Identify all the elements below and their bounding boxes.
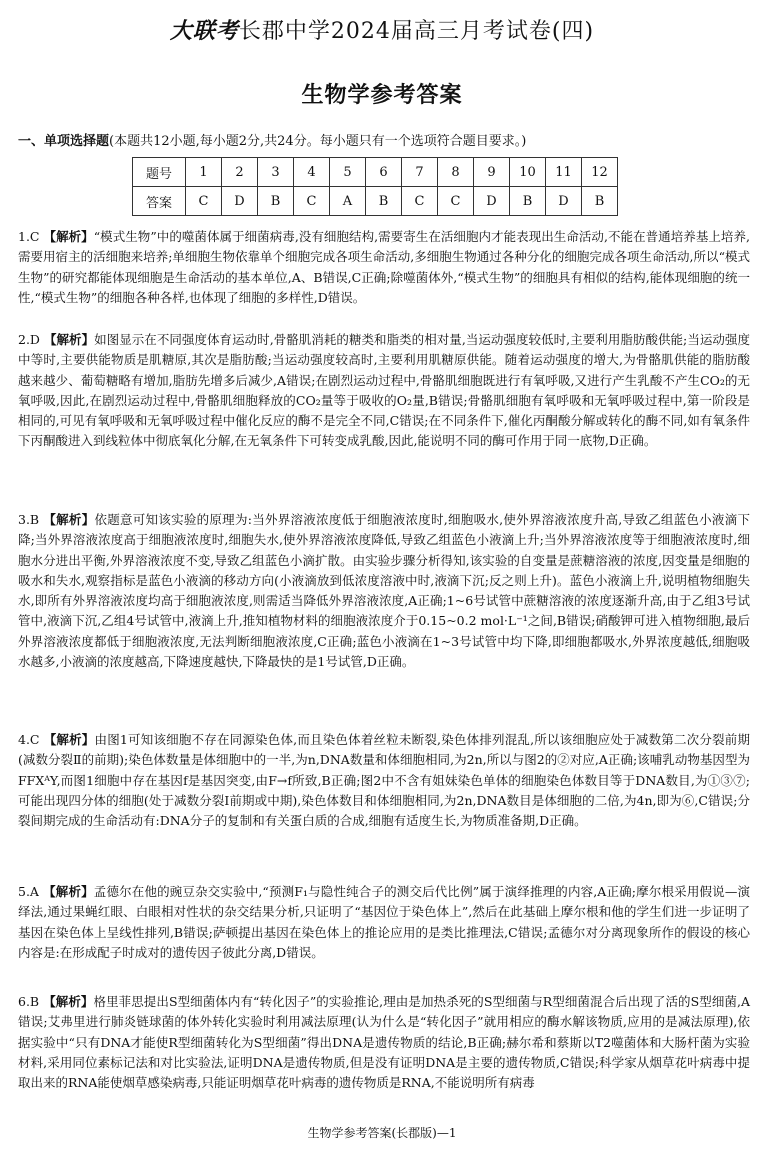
answer-cell: B (510, 187, 546, 216)
answer-cell: B (258, 187, 294, 216)
number-row-label: 题号 (133, 158, 186, 187)
number-cell: 9 (474, 158, 510, 187)
number-cell: 6 (366, 158, 402, 187)
answer-cell: C (402, 187, 438, 216)
question-number: 5.A (18, 884, 39, 899)
answer-cell: B (366, 187, 402, 216)
number-cell: 10 (510, 158, 546, 187)
answer-table-number-row (133, 158, 618, 187)
question-text: 如图显示在不同强度体育运动时,骨骼肌消耗的糖类和脂类的相对量,当运动强度较低时,主要利用脂肪酸供能;当运动强度中等时,主要供能物质是肌糖原,其次是脂肪酸;当运动强度较高时,主要利用肌糖原供能。随着运动强度的增大,为骨骼肌供能的脂肪酸越来越少、葡萄糖略有增加,脂肪先增多后减少,A错误;在剧烈运动过程中,骨骼肌细胞既进行有氧呼吸,又进行产生乳酸不产生CO₂的无氧呼吸,因此,在剧烈运动过程中,骨骼肌细胞释放的CO₂量等于吸收的O₂量,B错误;骨骼肌细胞有氧呼吸和无氧呼吸过程中,第一阶段是相同的,可见有氧呼吸和无氧呼吸过程中催化反应的酶不是完全不同,C错误;在不同条件下,催化丙酮酸分解或转化的酶不同,如有氧条件下丙酮酸进入到线粒体中彻底氧化分解,在无氧条件下可转变成乳酸,因此,能说明不同的酶可作用于同一底物,D正确。 (18, 332, 750, 449)
exam-title: 长郡中学2024届高三月考试卷(四) (238, 19, 595, 44)
number-cell: 2 (222, 158, 258, 187)
question-text: 由图1可知该细胞不存在同源染色体,而且染色体着丝粒未断裂,染色体排列混乱,所以该细胞应处于减数第二次分裂前期(减数分裂Ⅱ的前期);染色体数量是体细胞中的一半,为n,DNA数量和体细胞相同,为2n,所以与图2的②对应,A正确;该哺乳动物基因型为FFXᴬY,而图1细胞中存在基因f是基因突变,由F→f所致,B正确;图2中不含有姐妹染色单体的细胞染色体数目等于DNA数目,为①③⑦;可能出现四分体的细胞(处于减数分裂Ⅰ前期或中期),染色体数目和体细胞相同,为2n,DNA数目是体细胞的二倍,为4n,即为⑥,C错误;分裂间期完成的生命活动有:DNA分子的复制和有关蛋白质的合成,细胞有适度生长,为物质准备期,D正确。 (18, 732, 750, 829)
section-heading (18, 130, 526, 149)
answer-cell: C (294, 187, 330, 216)
number-cell: 12 (582, 158, 618, 187)
answer-row-label: 答案 (133, 187, 186, 216)
question-text: 孟德尔在他的豌豆杂交实验中,“预测F₁与隐性纯合子的测交后代比例”属于演绎推理的内容,A正确;摩尔根采用假说—演绎法,通过果蝇红眼、白眼相对性状的杂交结果分析,只证明了“基因位于染色体上”,然后在此基础上摩尔根和他的学生们进一步证明了基因在染色体上呈线性排列,B错误;萨顿提出基因在染色体上的推论应用的是类比推理法,C错误;孟德尔对分离现象所作的假设的核心内容是:在形成配子时成对的遗传因子彼此分离,D错误。 (18, 884, 750, 960)
question-text: “模式生物”中的噬菌体属于细菌病毒,没有细胞结构,需要寄生在活细胞内才能表现出生命活动,不能在普通培养基上培养,需要用宿主的活细胞来培养;单细胞生物依靠单个细胞完成各项生命活动,多细胞生物通过各种分化的细胞完成各项生命活动,所以“模式生物”的研究都能体现细胞是生命活动的基本单位,A、B错误,C正确;除噬菌体外,“模式生物”的细胞具有相似的结构,能体现细胞的统一性,“模式生物”的细胞各种各样,也体现了细胞的多样性,D错误。 (18, 229, 750, 305)
number-cell: 3 (258, 158, 294, 187)
question-number: 3.B (18, 512, 40, 527)
analysis-tag: 【解析】 (43, 884, 94, 899)
answer-cell: D (546, 187, 582, 216)
answer-cell: D (474, 187, 510, 216)
number-cell: 5 (330, 158, 366, 187)
question-number: 4.C (18, 732, 40, 747)
question-number: 6.B (18, 994, 40, 1009)
question-number: 1.C (18, 229, 40, 244)
question-explanation-2 (18, 330, 750, 452)
number-cell: 1 (186, 158, 222, 187)
analysis-tag: 【解析】 (43, 332, 95, 347)
page-footer: 生物学参考答案(长郡版)—1 (307, 1126, 457, 1140)
question-explanation-3 (18, 510, 750, 672)
answer-table-answer-row (133, 187, 618, 216)
answer-cell: C (438, 187, 474, 216)
number-cell: 11 (546, 158, 582, 187)
answer-cell: B (582, 187, 618, 216)
analysis-tag: 【解析】 (43, 512, 95, 527)
analysis-tag: 【解析】 (43, 994, 94, 1009)
answer-cell: A (330, 187, 366, 216)
question-number: 2.D (18, 332, 40, 347)
question-text: 依题意可知该实验的原理为:当外界溶液浓度低于细胞液浓度时,细胞吸水,使外界溶液浓度升高,导致乙组蓝色小液滴下降;当外界溶液浓度高于细胞液浓度时,细胞失水,使外界溶液浓度降低,导致乙组蓝色小液滴上升;当外界溶液浓度等于细胞液浓度时,细胞水分进出平衡,外界溶液浓度不变,导致乙组蓝色小滴扩散。由实验步骤分析得知,该实验的自变量是蔗糖溶液的浓度,因变量是细胞的吸水和失水,观察指标是蓝色小液滴的移动方向(小液滴放到低浓度溶液中时,液滴下沉;反之则上升)。蓝色小液滴上升,说明植物细胞失水,即所有外界溶液浓度均高于细胞液浓度,则需适当降低外界溶液浓度,A正确;1~6号试管中蔗糖溶液的浓度逐渐升高,由于乙组3号试管中,液滴下沉,乙组4号试管中,液滴上升,推知植物材料的细胞液浓度介于0.15~0.2 mol·L⁻¹之间,B错误;硝酸钾可进入植物细胞,最后外界溶液浓度都低于细胞液浓度,无法判断细胞液浓度,C正确;蓝色小液滴在1~3号试管中均下降,即细胞都吸水,外界浓度越低,细胞吸水越多,小液滴的浓度越高,下降速度越快,下降最快的是1号试管,D正确。 (18, 512, 750, 670)
section-note: (本题共12小题,每小题2分,共24分。每小题只有一个选项符合题目要求。) (109, 134, 527, 149)
question-explanation-6 (18, 992, 750, 1093)
number-cell: 7 (402, 158, 438, 187)
page-subtitle: 生物学参考答案 (301, 83, 463, 108)
exam-header (0, 14, 764, 45)
question-explanation-5 (18, 882, 750, 963)
answer-table (132, 157, 618, 216)
brand-logo-text: 大联考 (169, 19, 239, 44)
analysis-tag: 【解析】 (43, 732, 95, 747)
question-explanation-4 (18, 730, 750, 831)
section-label: 一、单项选择题 (18, 134, 110, 149)
answer-cell: C (186, 187, 222, 216)
analysis-tag: 【解析】 (43, 229, 94, 244)
answer-cell: D (222, 187, 258, 216)
question-explanation-1 (18, 227, 750, 308)
question-text: 格里菲思提出S型细菌体内有“转化因子”的实验推论,理由是加热杀死的S型细菌与R型细菌混合后出现了活的S型细菌,A错误;艾弗里进行肺炎链球菌的体外转化实验时利用减法原理(认为什么是“转化因子”就用相应的酶水解该物质,应用的是减法原理),依据实验中“只有DNA才能使R型细菌转化为S型细菌”得出DNA是遗传物质的结论,B正确;赫尔希和蔡斯以T2噬菌体和大肠杆菌为实验材料,采用同位素标记法和对比实验法,证明DNA是遗传物质,但是没有证明DNA是主要的遗传物质,C错误;科学家从烟草花叶病毒中提取出来的RNA能使烟草感染病毒,只能证明烟草花叶病毒的遗传物质是RNA,不能说明所有病毒 (18, 994, 750, 1091)
number-cell: 4 (294, 158, 330, 187)
number-cell: 8 (438, 158, 474, 187)
